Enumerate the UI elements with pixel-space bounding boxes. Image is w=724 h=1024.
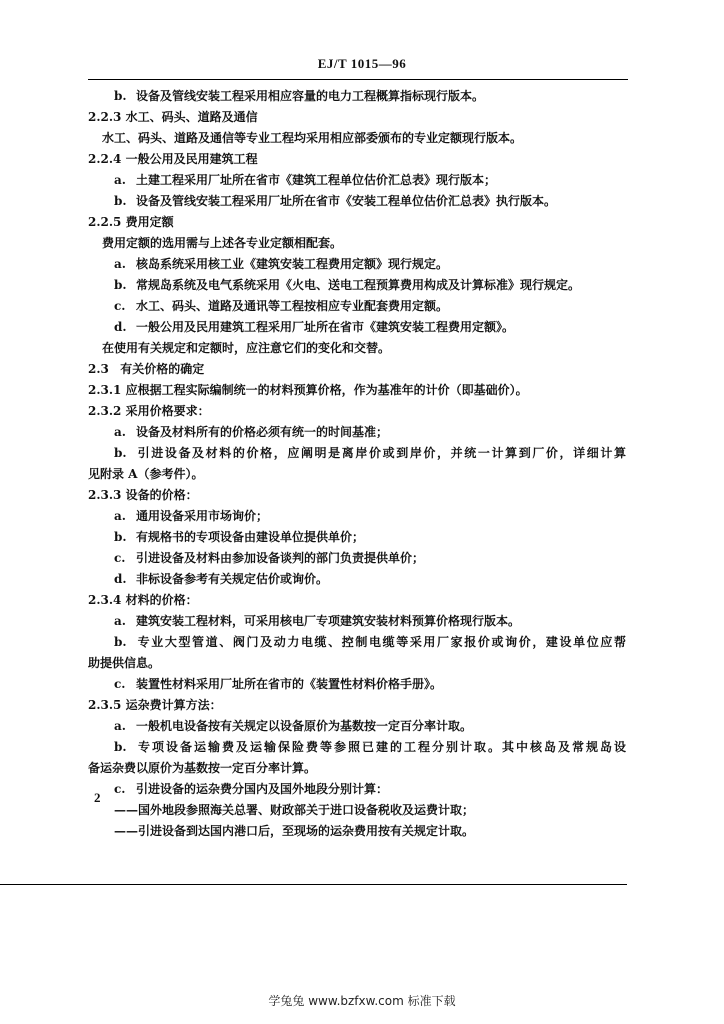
list-item-text: 通用设备采用市场询价； xyxy=(136,509,269,523)
page-number: 2 xyxy=(94,790,101,805)
list-marker: d. xyxy=(114,320,127,334)
list-item xyxy=(88,548,628,569)
section-heading xyxy=(88,485,628,506)
list-item-text: 水工、码头、道路及通讯等工程按相应专业配套费用定额。 xyxy=(136,299,449,313)
section-heading xyxy=(88,380,628,401)
list-marker: a. xyxy=(114,509,126,523)
list-item xyxy=(88,443,628,464)
list-item-text: 土建工程采用厂址所在省市《建筑工程单位估价汇总表》现行版本； xyxy=(136,173,497,187)
list-marker: b. xyxy=(114,446,127,460)
section-number: 2.3.2 xyxy=(88,404,122,418)
section-heading xyxy=(88,359,628,380)
list-item-text: 装置性材料采用厂址所在省市的《装置性材料价格手册》。 xyxy=(136,677,443,691)
list-item-text: 引进设备及材料的价格，应阐明是离岸价或到岸价，并统一计算到厂价，详细计算 xyxy=(136,446,626,460)
paragraph: 在使用有关规定和定额时，应注意它们的变化和交替。 xyxy=(102,341,391,355)
continuation-line: 助提供信息。 xyxy=(88,656,161,670)
section-number: 2.2.3 xyxy=(88,110,122,124)
continuation-line: 见附录 A（参考件）。 xyxy=(88,467,204,481)
section-number: 2.3 xyxy=(88,362,109,376)
section-heading xyxy=(88,590,628,611)
paragraph: 费用定额的选用需与上述各专业定额相配套。 xyxy=(102,236,343,250)
section-text: 应根据工程实际编制统一的材料预算价格，作为基准年的计价（即基础价）。 xyxy=(125,383,528,397)
list-item-text: 一般公用及民用建筑工程采用厂址所在省市《建筑安装工程费用定额》。 xyxy=(136,320,515,334)
document-code-header: EJ/T 1015—96 xyxy=(317,56,407,71)
list-marker: a. xyxy=(114,257,126,271)
section-heading xyxy=(88,149,628,170)
section-text: 费用定额 xyxy=(125,215,174,229)
section-text: 材料的价格： xyxy=(125,593,198,607)
list-item xyxy=(88,275,628,296)
list-item-text: 引进设备的运杂费分国内及国外地段分别计算： xyxy=(136,782,389,796)
footer-rule xyxy=(0,884,627,885)
list-item xyxy=(88,716,628,737)
list-item xyxy=(88,506,628,527)
watermark-footer: 学兔兔 www.bzfxw.com 标准下载 xyxy=(268,994,456,1008)
list-item-text: 非标设备参考有关规定估价或询价。 xyxy=(136,572,329,586)
list-item xyxy=(88,422,628,443)
section-text: 设备的价格： xyxy=(125,488,198,502)
list-item-text: 一般机电设备按有关规定以设备原价为基数按一定百分率计取。 xyxy=(136,719,473,733)
section-text: 运杂费计算方法： xyxy=(125,698,222,712)
list-marker: a. xyxy=(114,719,126,733)
list-marker: a. xyxy=(114,173,126,187)
list-marker: b. xyxy=(114,635,127,649)
continuation-line: 备运杂费以原价为基数按一定百分率计算。 xyxy=(88,761,317,775)
list-item-text: 专业大型管道、阀门及动力电缆、控制电缆等采用厂家报价或询价，建设单位应帮 xyxy=(136,635,626,649)
section-number: 2.2.5 xyxy=(88,215,122,229)
section-heading xyxy=(88,107,628,128)
list-item xyxy=(88,170,628,191)
list-item-text: 设备及材料所有的价格必须有统一的时间基准； xyxy=(136,425,389,439)
list-marker: b. xyxy=(114,278,127,292)
document-body xyxy=(88,86,628,842)
list-item xyxy=(88,674,628,695)
list-item-text: 专项设备运输费及运输保险费等参照已建的工程分别计取。其中核岛及常规岛设 xyxy=(136,740,626,754)
list-marker: c. xyxy=(114,299,126,313)
list-item-text: 引进设备及材料由参加设备谈判的部门负责提供单价； xyxy=(136,551,425,565)
list-marker: c. xyxy=(114,782,126,796)
list-marker: c. xyxy=(114,677,126,691)
list-marker: b. xyxy=(114,740,127,754)
list-item-text: 设备及管线安装工程采用厂址所在省市《安装工程单位估价汇总表》执行版本。 xyxy=(136,194,557,208)
list-item xyxy=(88,611,628,632)
list-item-text: 有规格书的专项设备由建设单位提供单价； xyxy=(136,530,365,544)
list-item xyxy=(88,191,628,212)
list-marker: b. xyxy=(114,530,127,544)
list-marker: b. xyxy=(114,89,127,103)
list-marker: c. xyxy=(114,551,126,565)
paragraph: 水工、码头、道路及通信等专业工程均采用相应部委颁布的专业定额现行版本。 xyxy=(102,131,523,145)
section-heading xyxy=(88,401,628,422)
section-number: 2.3.4 xyxy=(88,593,122,607)
section-heading xyxy=(88,212,628,233)
list-item xyxy=(88,527,628,548)
list-item xyxy=(88,86,628,107)
header-rule xyxy=(88,79,628,80)
list-item xyxy=(88,317,628,338)
list-marker: a. xyxy=(114,614,126,628)
list-item xyxy=(88,779,628,800)
section-text: 水工、码头、道路及通信 xyxy=(125,110,258,124)
list-item-text: 设备及管线安装工程采用相应容量的电力工程概算指标现行版本。 xyxy=(136,89,485,103)
list-item-text: 常规岛系统及电气系统采用《火电、送电工程预算费用构成及计算标准》现行规定。 xyxy=(136,278,581,292)
list-item xyxy=(88,737,628,758)
dash-item: ——引进设备到达国内港口后，至现场的运杂费用按有关规定计取。 xyxy=(114,824,475,838)
list-marker: a. xyxy=(114,425,126,439)
dash-item: ——国外地段参照海关总署、财政部关于进口设备税收及运费计取； xyxy=(114,803,475,817)
list-item xyxy=(88,296,628,317)
section-text: 采用价格要求： xyxy=(125,404,210,418)
section-number: 2.3.5 xyxy=(88,698,122,712)
list-item xyxy=(88,632,628,653)
section-number: 2.3.1 xyxy=(88,383,122,397)
section-text: 有关价格的确定 xyxy=(120,362,205,376)
section-number: 2.2.4 xyxy=(88,152,122,166)
section-number: 2.3.3 xyxy=(88,488,122,502)
list-marker: b. xyxy=(114,194,127,208)
section-text: 一般公用及民用建筑工程 xyxy=(125,152,258,166)
list-marker: d. xyxy=(114,572,127,586)
list-item xyxy=(88,254,628,275)
section-heading xyxy=(88,695,628,716)
list-item-text: 建筑安装工程材料，可采用核电厂专项建筑安装材料预算价格现行版本。 xyxy=(136,614,521,628)
list-item-text: 核岛系统采用核工业《建筑安装工程费用定额》现行规定。 xyxy=(136,257,449,271)
list-item xyxy=(88,569,628,590)
